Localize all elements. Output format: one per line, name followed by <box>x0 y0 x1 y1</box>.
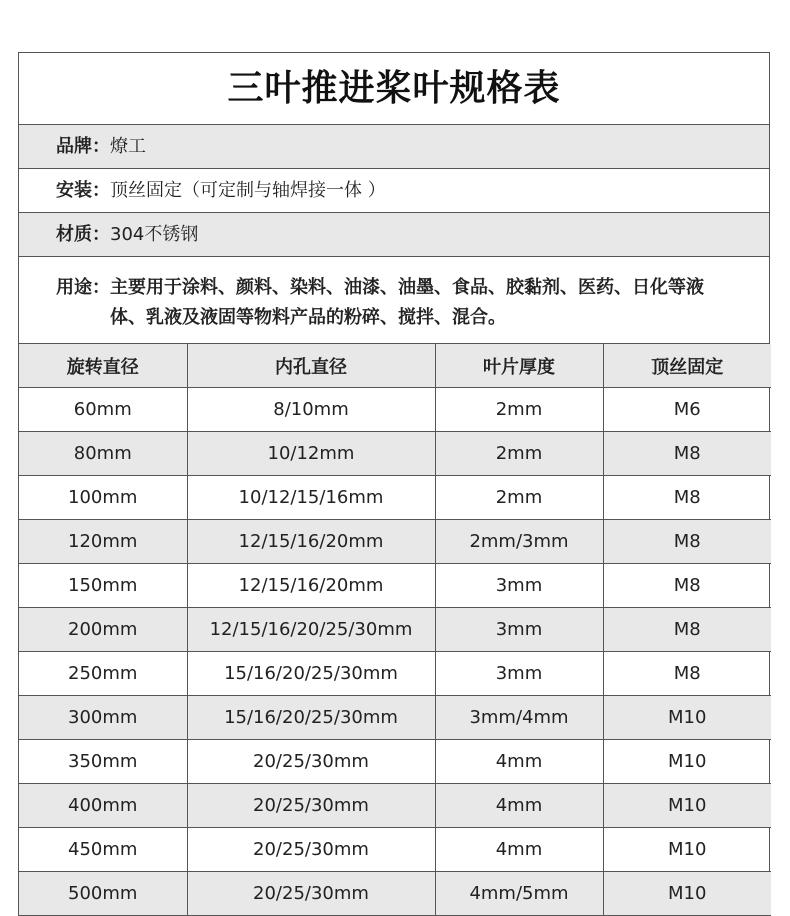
install-label: 安装： <box>56 180 110 201</box>
install-value: 顶丝固定（可定制与轴焊接一体 ） <box>110 180 386 201</box>
table-row <box>19 740 771 784</box>
usage-label: 用途： <box>56 277 110 298</box>
table-row <box>19 388 771 432</box>
usage-row <box>19 257 769 344</box>
header-blade-thickness: 叶片厚度 <box>435 344 603 388</box>
blade-thickness-cell: 2mm/3mm <box>435 520 603 564</box>
blade-thickness-cell: 4mm <box>435 828 603 872</box>
material-value: 304不锈钢 <box>110 224 199 245</box>
blade-thickness-cell: 3mm <box>435 564 603 608</box>
brand-row <box>19 125 769 169</box>
header-set-screw: 顶丝固定 <box>603 344 771 388</box>
rotation-diameter-cell: 200mm <box>19 608 187 652</box>
table-row <box>19 476 771 520</box>
header-rotation-diameter: 旋转直径 <box>19 344 187 388</box>
table-row <box>19 872 771 916</box>
bore-diameter-cell: 20/25/30mm <box>187 740 435 784</box>
set-screw-cell: M10 <box>603 872 771 916</box>
bore-diameter-cell: 10/12/15/16mm <box>187 476 435 520</box>
sheet-title: 三叶推进桨叶规格表 <box>19 53 769 125</box>
table-row <box>19 432 771 476</box>
bore-diameter-cell: 20/25/30mm <box>187 828 435 872</box>
brand-label: 品牌： <box>56 136 110 157</box>
header-bore-diameter: 内孔直径 <box>187 344 435 388</box>
table-row <box>19 652 771 696</box>
blade-thickness-cell: 2mm <box>435 476 603 520</box>
bore-diameter-cell: 20/25/30mm <box>187 784 435 828</box>
bore-diameter-cell: 8/10mm <box>187 388 435 432</box>
spec-sheet <box>18 52 770 916</box>
set-screw-cell: M8 <box>603 564 771 608</box>
blade-thickness-cell: 2mm <box>435 432 603 476</box>
table-row <box>19 564 771 608</box>
bore-diameter-cell: 12/15/16/20mm <box>187 520 435 564</box>
rotation-diameter-cell: 450mm <box>19 828 187 872</box>
rotation-diameter-cell: 60mm <box>19 388 187 432</box>
material-label: 材质： <box>56 224 110 245</box>
blade-thickness-cell: 4mm <box>435 784 603 828</box>
set-screw-cell: M8 <box>603 520 771 564</box>
rotation-diameter-cell: 400mm <box>19 784 187 828</box>
set-screw-cell: M10 <box>603 696 771 740</box>
rotation-diameter-cell: 150mm <box>19 564 187 608</box>
table-row <box>19 520 771 564</box>
rotation-diameter-cell: 350mm <box>19 740 187 784</box>
blade-thickness-cell: 4mm/5mm <box>435 872 603 916</box>
set-screw-cell: M8 <box>603 608 771 652</box>
set-screw-cell: M6 <box>603 388 771 432</box>
bore-diameter-cell: 10/12mm <box>187 432 435 476</box>
blade-thickness-cell: 3mm/4mm <box>435 696 603 740</box>
rotation-diameter-cell: 120mm <box>19 520 187 564</box>
bore-diameter-cell: 15/16/20/25/30mm <box>187 652 435 696</box>
rotation-diameter-cell: 500mm <box>19 872 187 916</box>
bore-diameter-cell: 12/15/16/20mm <box>187 564 435 608</box>
set-screw-cell: M8 <box>603 476 771 520</box>
rotation-diameter-cell: 80mm <box>19 432 187 476</box>
blade-thickness-cell: 3mm <box>435 608 603 652</box>
install-row <box>19 169 769 213</box>
table-body <box>19 388 771 916</box>
bore-diameter-cell: 15/16/20/25/30mm <box>187 696 435 740</box>
set-screw-cell: M10 <box>603 828 771 872</box>
table-row <box>19 828 771 872</box>
table-header-row <box>19 344 771 388</box>
material-row <box>19 213 769 257</box>
blade-thickness-cell: 4mm <box>435 740 603 784</box>
set-screw-cell: M10 <box>603 740 771 784</box>
bore-diameter-cell: 12/15/16/20/25/30mm <box>187 608 435 652</box>
spec-table <box>19 344 771 916</box>
table-row <box>19 696 771 740</box>
bore-diameter-cell: 20/25/30mm <box>187 872 435 916</box>
brand-value: 燎工 <box>110 136 146 157</box>
blade-thickness-cell: 2mm <box>435 388 603 432</box>
set-screw-cell: M8 <box>603 652 771 696</box>
rotation-diameter-cell: 300mm <box>19 696 187 740</box>
table-row <box>19 784 771 828</box>
rotation-diameter-cell: 100mm <box>19 476 187 520</box>
set-screw-cell: M8 <box>603 432 771 476</box>
blade-thickness-cell: 3mm <box>435 652 603 696</box>
set-screw-cell: M10 <box>603 784 771 828</box>
table-row <box>19 608 771 652</box>
rotation-diameter-cell: 250mm <box>19 652 187 696</box>
usage-value: 主要用于涂料、颜料、染料、油漆、油墨、食品、胶黏剂、医药、日化等液体、乳液及液固等物料产品的粉碎、搅拌、混合。 <box>110 277 704 328</box>
